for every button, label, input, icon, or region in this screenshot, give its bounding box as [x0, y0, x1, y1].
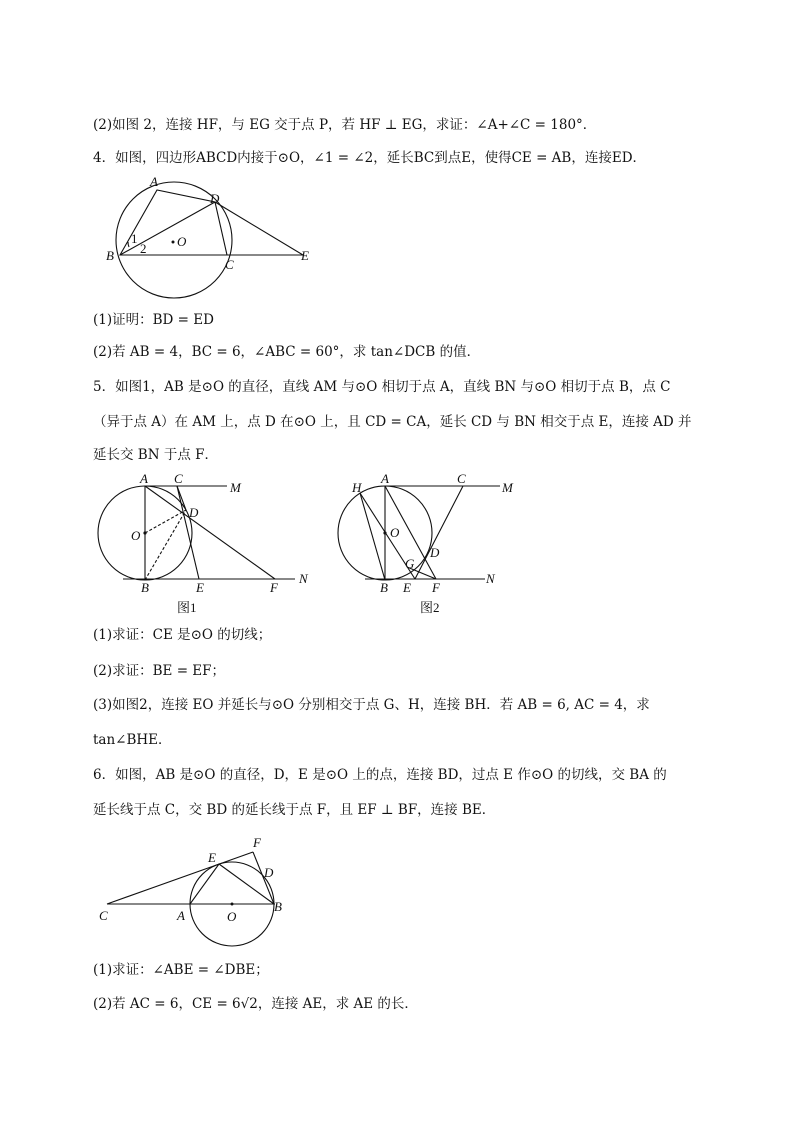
q4-part2: (2)若 AB = 4，BC = 6，∠ABC = 60°，求 tan∠DCB 的值．	[93, 344, 481, 360]
label-f: F	[253, 835, 261, 850]
label-c: C	[99, 908, 108, 923]
label-c: C	[457, 471, 466, 486]
q5-stem-line2: （异于点 A）在 AM 上，点 D 在⊙O 上，且 CD = CA，延长 CD 与 BN 相交于点 E，连接 AD 并	[93, 414, 692, 430]
label-o: O	[131, 528, 141, 543]
label-b: B	[274, 899, 282, 914]
q5-part3: (3)如图2，连接 EO 并延长与⊙O 分别相交于点 G、H，连接 BH．若 AB = 6, AC = 4，求	[93, 697, 650, 713]
label-e: E	[208, 850, 216, 865]
label-h: H	[352, 480, 362, 495]
label-n: N	[486, 571, 495, 586]
center-point-o	[383, 531, 386, 534]
label-o: O	[390, 525, 400, 540]
label-e: E	[301, 248, 309, 263]
label-b: B	[141, 580, 149, 595]
segment-ae	[190, 864, 219, 904]
q6-part1: (1)求证：∠ABE = ∠DBE；	[93, 962, 269, 978]
dashed-od	[145, 510, 186, 533]
center-point-o	[143, 531, 146, 534]
q4-part1: (1)证明：BD = ED	[93, 312, 214, 328]
angle-label-2: 2	[140, 241, 147, 256]
label-d: D	[264, 865, 274, 880]
center-point-o	[172, 241, 175, 244]
angle-arc-1	[128, 242, 129, 247]
label-e: E	[196, 580, 204, 595]
label-f: F	[432, 580, 440, 595]
label-a: A	[177, 908, 185, 923]
q5-part1: (1)求证：CE 是⊙O 的切线；	[93, 627, 272, 643]
label-a: A	[140, 471, 148, 486]
segment-bd	[120, 202, 215, 255]
q4-stem: 4．如图，四边形ABCD内接于⊙O，∠1 = ∠2，延长BC到点E，使得CE = AB，连接ED．	[93, 150, 647, 166]
q3-part2: (2)如图 2，连接 HF，与 EG 交于点 P，若 HF ⊥ EG，求证：∠A+∠C = 180°．	[93, 117, 597, 133]
segment-de	[215, 202, 303, 255]
q5-stem-line3: 延长交 BN 于点 F．	[93, 447, 218, 463]
line-ce	[177, 486, 199, 579]
label-a: A	[150, 174, 158, 189]
label-a: A	[381, 471, 389, 486]
q5-part3-cont: tan∠BHE．	[93, 732, 172, 748]
q6-stem-line1: 6．如图，AB 是⊙O 的直径，D，E 是⊙O 上的点，连接 BD，过点 E 作⊙O 的切线，交 BA 的	[93, 767, 667, 783]
label-f: F	[270, 580, 278, 595]
dashed-bd	[145, 510, 186, 580]
label-c: C	[225, 257, 234, 272]
label-o: O	[177, 234, 187, 249]
center-point-o	[231, 903, 234, 906]
label-m: M	[502, 480, 513, 495]
label-c: C	[174, 471, 183, 486]
label-d: D	[430, 545, 440, 560]
q6-stem-line2: 延长线于点 C，交 BD 的延长线于点 F，且 EF ⊥ BF，连接 BE．	[93, 802, 496, 818]
figure-q5-1	[95, 470, 325, 620]
figure-q6	[95, 830, 305, 955]
line-af	[145, 486, 275, 579]
label-g: G	[405, 556, 415, 571]
label-d: D	[210, 191, 220, 206]
figure-q4	[100, 170, 330, 305]
label-n: N	[299, 571, 308, 586]
q6-part2: (2)若 AC = 6，CE = 6√2，连接 AE，求 AE 的长．	[93, 996, 418, 1012]
label-b: B	[106, 248, 114, 263]
figure-q5-2	[335, 470, 525, 620]
caption-figure-1: 图1	[177, 600, 197, 615]
label-d: D	[189, 505, 199, 520]
label-o: O	[227, 909, 237, 924]
label-m: M	[230, 480, 241, 495]
line-ce	[415, 486, 463, 579]
angle-label-1: 1	[131, 231, 138, 246]
tangent-cf	[107, 852, 253, 904]
segment-bh	[360, 493, 385, 580]
q5-stem-line1: 5．如图1，AB 是⊙O 的直径，直线 AM 与⊙O 相切于点 A，直线 BN 与⊙O 相切于点 B，点 C	[93, 379, 671, 395]
q5-part2: (2)求证：BE = EF；	[93, 663, 226, 679]
label-b: B	[380, 580, 388, 595]
caption-figure-2: 图2	[420, 600, 440, 615]
label-e: E	[403, 580, 411, 595]
